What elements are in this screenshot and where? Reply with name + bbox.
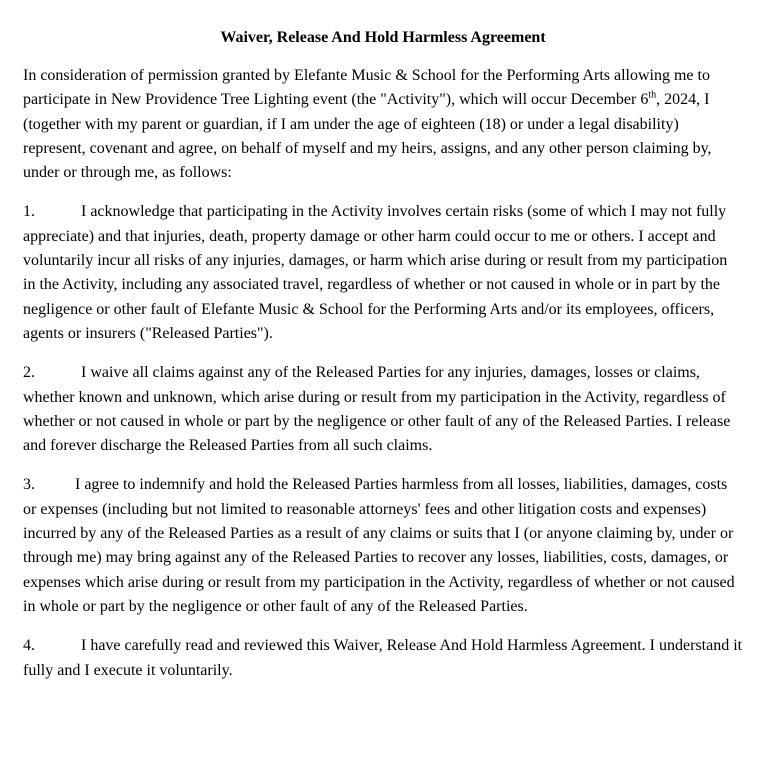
intro-text-end: , 2024, I (together with my parent or guardian, if I am under the age of eighteen (18) or under a legal disability) represent, covenant and agree, on behalf of myself and my heirs, assigns, and any other person claiming by, under or through me, as follows: <box>23 91 712 182</box>
clause-4 <box>23 634 743 683</box>
clause-text: I acknowledge that participating in the Activity involves certain risks (some of which I may not fully appreciate) and that injuries, death, property damage or other harm could occur to me or others. I accept and voluntarily incur all risks of any injuries, damages, or harm which arise during or result from my participation in the Activity, including any associated travel, regardless of whether or not caused in whole or in part by the negligence or other fault of Elefante Music & School for the Performing Arts and/or its employees, officers, agents or insurers ("Released Parties"). <box>23 203 728 342</box>
date-ordinal-suffix: th <box>648 89 657 101</box>
clause-text: I agree to indemnify and hold the Released Parties harmless from all losses, liabilities, damages, costs or expenses (including but not limited to reasonable attorneys' fees and other litigation costs and expenses) incurred by any of the Released Parties as a result of any claims or suits that I (or anyone claiming by, under or through me) may bring against any of the Released Parties to recover any losses, liabilities, costs, damages, or expenses which arise during or result from my participation in the Activity, regardless of whether or not caused in whole or part by the negligence or other fault of any of the Released Parties. <box>23 476 735 615</box>
clause-2 <box>23 361 743 458</box>
clause-number: 4. <box>23 637 35 655</box>
intro-text-start: In consideration of permission granted by Elefante Music & School for the Performing Arts allowing me to participate in New Providence Tree Lighting event (the "Activity"), which will occur December 6 <box>23 67 710 109</box>
clause-text: I waive all claims against any of the Released Parties for any injuries, damages, losses or claims, whether known and unknown, which arise during or result from my participation in the Activity, regardless of whether or not caused in whole or part by the negligence or other fault of any of the Released Parties. I release and forever discharge the Released Parties from all such claims. <box>23 364 731 455</box>
clause-number: 3. <box>23 476 35 494</box>
clause-number: 2. <box>23 364 35 382</box>
clause-1 <box>23 200 743 346</box>
clause-3 <box>23 473 743 619</box>
clause-number: 1. <box>23 203 35 221</box>
document-title: Waiver, Release And Hold Harmless Agreement <box>220 29 546 46</box>
clause-text: I have carefully read and reviewed this Waiver, Release And Hold Harmless Agreement. I understand it fully and I execute it voluntarily. <box>23 637 743 679</box>
intro-paragraph <box>23 64 743 185</box>
